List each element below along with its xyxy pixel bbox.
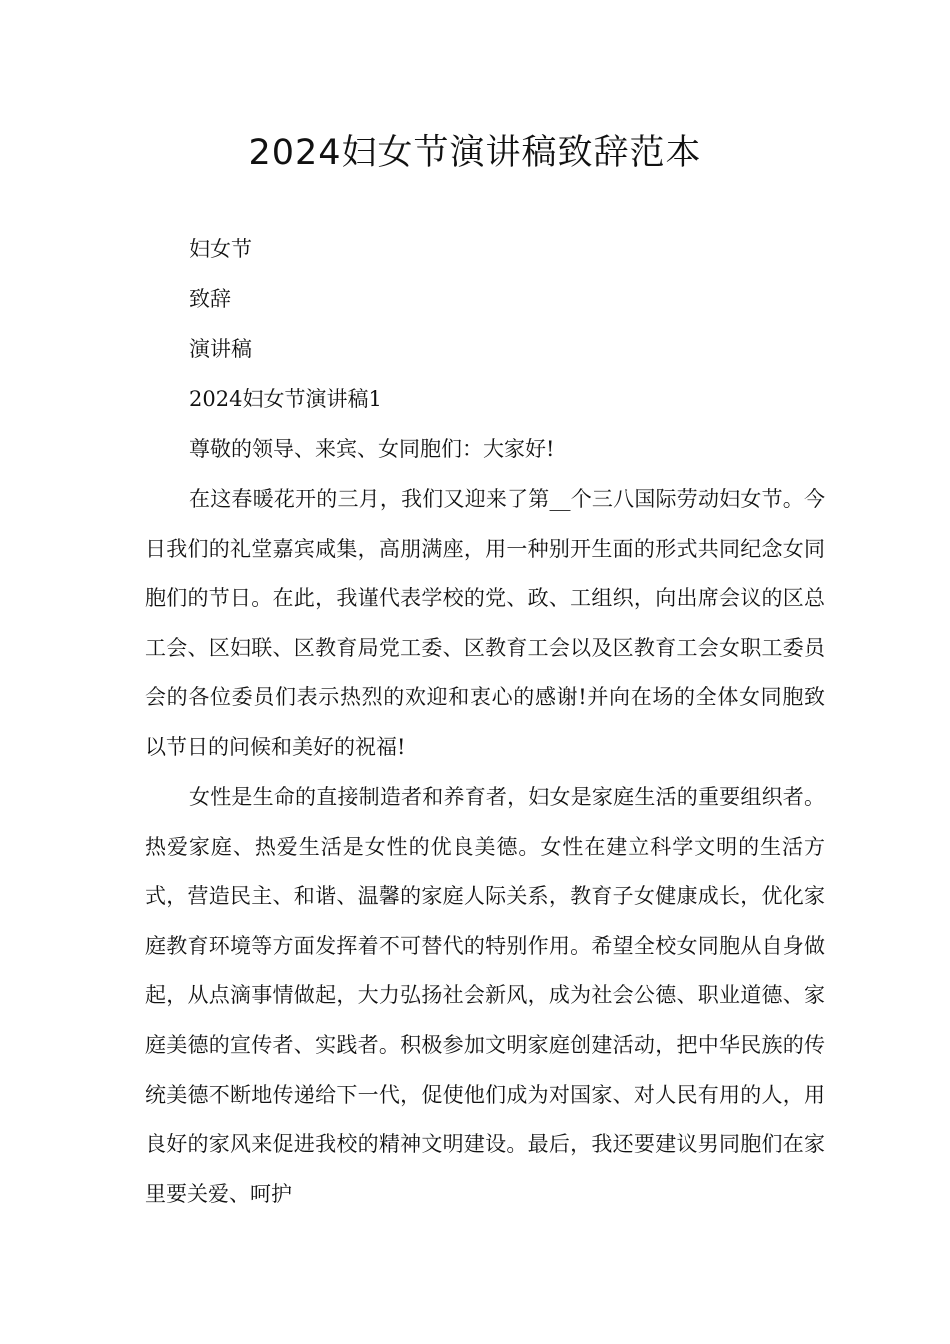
keyword-3: 演讲稿 xyxy=(189,337,252,361)
paragraph-1: 在这春暖花开的三月，我们又迎来了第__个三八国际劳动妇女节。今日我们的礼堂嘉宾咸集，高朋满座，用一种别开生面的形式共同纪念女同胞们的节日。在此，我谨代表学校的党、政、工组织，向出席会议的区总工会、区妇联、区教育局党工委、区教育工会以及区教育工会女职工委员会的各位委员们表示热烈的欢迎和衷心的感谢!并向在场的全体女同胞致以节日的问候和美好的祝福! xyxy=(145,487,825,759)
document-title: 2024妇女节演讲稿致辞范本 xyxy=(248,133,702,173)
keyword-1: 妇女节 xyxy=(189,237,252,261)
section-heading: 2024妇女节演讲稿1 xyxy=(189,387,382,411)
greeting-line: 尊敬的领导、来宾、女同胞们：大家好! xyxy=(189,437,555,461)
keyword-2: 致辞 xyxy=(189,287,231,311)
paragraph-2: 女性是生命的直接制造者和养育者，妇女是家庭生活的重要组织者。热爱家庭、热爱生活是女性的优良美德。女性在建立科学文明的生活方式，营造民主、和谐、温馨的家庭人际关系，教育子女健康成长，优化家庭教育环境等方面发挥着不可替代的特别作用。希望全校女同胞从自身做起，从点滴事情做起，大力弘扬社会新风，成为社会公德、职业道德、家庭美德的宣传者、实践者。积极参加文明家庭创建活动，把中华民族的传统美德不断地传递给下一代，促使他们成为对国家、对人民有用的人，用良好的家风来促进我校的精神文明建设。最后，我还要建议男同胞们在家里要关爱、呵护 xyxy=(145,785,825,1206)
